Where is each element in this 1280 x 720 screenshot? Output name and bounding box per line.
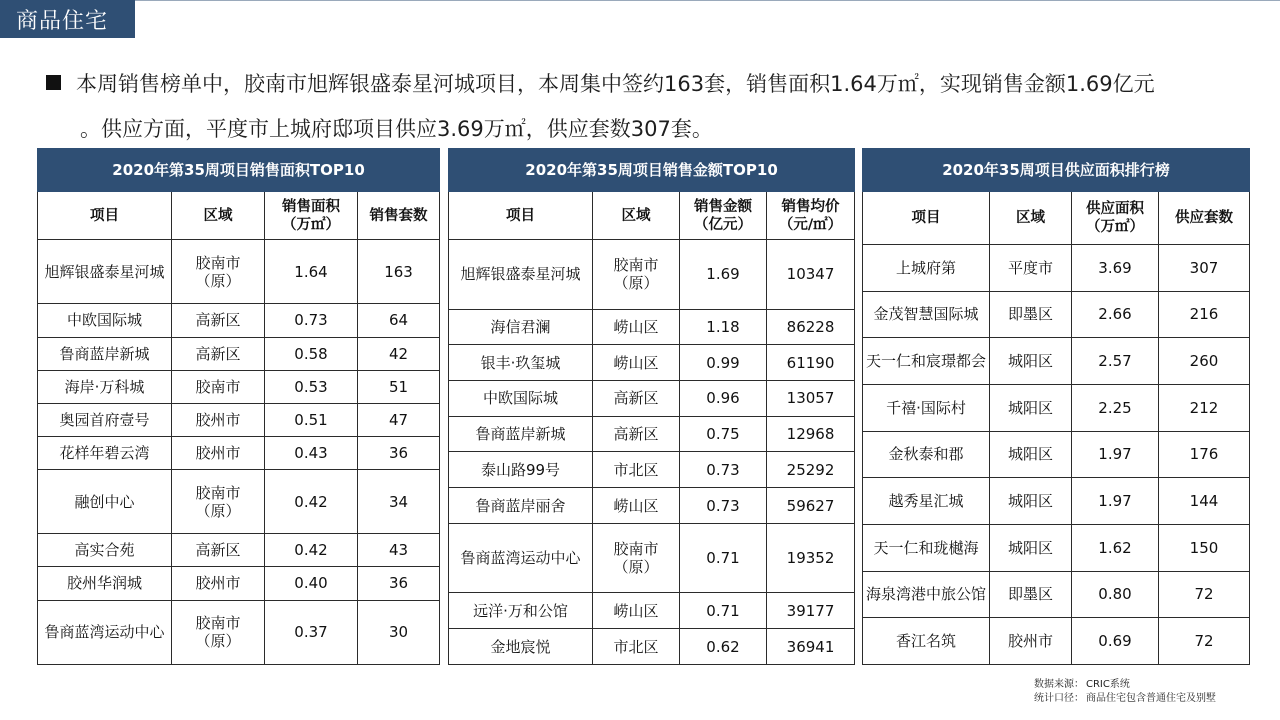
scope-label: 统计口径： xyxy=(1034,693,1084,704)
table-row xyxy=(449,240,855,310)
cell-value-b: 13057 xyxy=(767,381,855,417)
cell-value-b: 72 xyxy=(1159,618,1250,665)
table-row xyxy=(863,478,1250,525)
cell-district: 高新区 xyxy=(172,534,265,567)
table-row xyxy=(38,240,440,304)
cell-value-a: 1.97 xyxy=(1072,478,1159,525)
cell-project: 越秀星汇城 xyxy=(863,478,990,525)
table-row xyxy=(38,600,440,664)
cell-project: 高实合苑 xyxy=(38,534,172,567)
supply-area-ranking-table xyxy=(862,148,1250,665)
cell-district: 崂山区 xyxy=(593,345,680,381)
cell-district: 胶南市 （原） xyxy=(172,240,265,304)
cell-district: 即墨区 xyxy=(990,571,1072,618)
table-row xyxy=(449,452,855,488)
cell-value-b: 43 xyxy=(358,534,440,567)
table-row xyxy=(449,593,855,629)
cell-value-b: 47 xyxy=(358,403,440,436)
cell-district: 城阳区 xyxy=(990,524,1072,571)
column-header-value-a: 销售面积 （万㎡） xyxy=(265,192,358,240)
cell-value-a: 0.53 xyxy=(265,370,358,403)
table-row xyxy=(863,384,1250,431)
cell-value-a: 0.73 xyxy=(680,452,767,488)
cell-value-a: 0.42 xyxy=(265,469,358,533)
sales-amount-top10-table xyxy=(448,148,855,665)
cell-value-b: 36 xyxy=(358,567,440,600)
cell-district: 城阳区 xyxy=(990,431,1072,478)
table-row xyxy=(863,431,1250,478)
cell-value-a: 2.25 xyxy=(1072,384,1159,431)
table-row xyxy=(863,245,1250,292)
cell-value-b: 150 xyxy=(1159,524,1250,571)
cell-project: 天一仁和宸璟都会 xyxy=(863,338,990,385)
cell-project: 鲁商蓝湾运动中心 xyxy=(449,523,593,593)
table-row xyxy=(449,523,855,593)
cell-value-b: 86228 xyxy=(767,309,855,345)
cell-district: 胶南市 xyxy=(172,370,265,403)
cell-project: 海信君澜 xyxy=(449,309,593,345)
cell-value-a: 0.69 xyxy=(1072,618,1159,665)
cell-project: 千禧·国际村 xyxy=(863,384,990,431)
table-row xyxy=(38,567,440,600)
cell-value-b: 30 xyxy=(358,600,440,664)
cell-project: 融创中心 xyxy=(38,469,172,533)
column-header-value-a: 销售金额 （亿元） xyxy=(680,192,767,240)
cell-project: 香江名筑 xyxy=(863,618,990,665)
summary-line-2: 。供应方面，平度市上城府邸项目供应3.69万㎡，供应套数307套。 xyxy=(80,117,713,141)
cell-district: 高新区 xyxy=(593,381,680,417)
cell-value-a: 0.37 xyxy=(265,600,358,664)
cell-district: 崂山区 xyxy=(593,309,680,345)
table-row xyxy=(449,345,855,381)
table-row xyxy=(38,304,440,337)
cell-value-a: 0.80 xyxy=(1072,571,1159,618)
table-row xyxy=(38,403,440,436)
table-row xyxy=(38,469,440,533)
cell-project: 鲁商蓝岸新城 xyxy=(38,337,172,370)
table-row xyxy=(863,338,1250,385)
table-row xyxy=(38,534,440,567)
column-header-project: 项目 xyxy=(863,192,990,245)
cell-project: 金地宸悦 xyxy=(449,629,593,665)
cell-value-b: 51 xyxy=(358,370,440,403)
column-header-value-a: 供应面积 （万㎡） xyxy=(1072,192,1159,245)
cell-district: 胶南市 （原） xyxy=(172,600,265,664)
cell-project: 胶州华润城 xyxy=(38,567,172,600)
table-row xyxy=(863,291,1250,338)
cell-district: 高新区 xyxy=(172,337,265,370)
cell-project: 鲁商蓝岸新城 xyxy=(449,416,593,452)
cell-value-b: 72 xyxy=(1159,571,1250,618)
cell-district: 胶南市 （原） xyxy=(593,240,680,310)
cell-district: 胶州市 xyxy=(172,567,265,600)
weekly-summary xyxy=(46,62,1226,152)
table-row xyxy=(38,337,440,370)
cell-district: 胶南市 （原） xyxy=(172,469,265,533)
cell-value-b: 36 xyxy=(358,436,440,469)
sales-area-top10-table xyxy=(37,148,440,665)
cell-value-a: 0.62 xyxy=(680,629,767,665)
cell-project: 花样年碧云湾 xyxy=(38,436,172,469)
table-row xyxy=(449,629,855,665)
cell-value-a: 0.43 xyxy=(265,436,358,469)
cell-project: 旭辉银盛泰星河城 xyxy=(449,240,593,310)
cell-district: 胶州市 xyxy=(172,403,265,436)
source-label: 数据来源： xyxy=(1034,679,1084,690)
source-value: CRIC系统 xyxy=(1086,679,1130,690)
cell-district: 崂山区 xyxy=(593,488,680,524)
cell-project: 中欧国际城 xyxy=(449,381,593,417)
column-header-project: 项目 xyxy=(38,192,172,240)
table-title: 2020年第35周项目销售金额TOP10 xyxy=(449,149,855,192)
cell-project: 远洋·万和公馆 xyxy=(449,593,593,629)
cell-value-b: 25292 xyxy=(767,452,855,488)
cell-value-b: 260 xyxy=(1159,338,1250,385)
table-row xyxy=(38,370,440,403)
column-header-value-b: 销售套数 xyxy=(358,192,440,240)
cell-value-a: 0.42 xyxy=(265,534,358,567)
cell-value-b: 19352 xyxy=(767,523,855,593)
cell-value-b: 10347 xyxy=(767,240,855,310)
cell-district: 胶南市 （原） xyxy=(593,523,680,593)
table-row xyxy=(449,381,855,417)
cell-district: 高新区 xyxy=(593,416,680,452)
cell-value-b: 307 xyxy=(1159,245,1250,292)
table-title: 2020年35周项目供应面积排行榜 xyxy=(863,149,1250,192)
cell-value-b: 12968 xyxy=(767,416,855,452)
cell-value-a: 0.51 xyxy=(265,403,358,436)
cell-project: 中欧国际城 xyxy=(38,304,172,337)
cell-value-b: 216 xyxy=(1159,291,1250,338)
cell-project: 旭辉银盛泰星河城 xyxy=(38,240,172,304)
cell-district: 胶州市 xyxy=(172,436,265,469)
section-tag: 商品住宅 xyxy=(0,0,135,38)
table-row xyxy=(863,571,1250,618)
footnote xyxy=(1034,678,1216,706)
cell-project: 奥园首府壹号 xyxy=(38,403,172,436)
table-row xyxy=(449,488,855,524)
cell-value-b: 176 xyxy=(1159,431,1250,478)
cell-value-a: 0.73 xyxy=(680,488,767,524)
cell-district: 市北区 xyxy=(593,452,680,488)
cell-value-b: 34 xyxy=(358,469,440,533)
cell-district: 城阳区 xyxy=(990,384,1072,431)
cell-value-a: 1.97 xyxy=(1072,431,1159,478)
header-rule xyxy=(135,0,1280,1)
column-header-district: 区域 xyxy=(172,192,265,240)
cell-district: 高新区 xyxy=(172,304,265,337)
cell-district: 城阳区 xyxy=(990,338,1072,385)
cell-district: 即墨区 xyxy=(990,291,1072,338)
column-header-district: 区域 xyxy=(990,192,1072,245)
cell-project: 金秋泰和郡 xyxy=(863,431,990,478)
cell-value-a: 0.75 xyxy=(680,416,767,452)
cell-value-a: 2.66 xyxy=(1072,291,1159,338)
scope-value: 商品住宅包含普通住宅及别墅 xyxy=(1086,693,1216,704)
summary-line-1: 本周销售榜单中，胶南市旭辉银盛泰星河城项目，本周集中签约163套，销售面积1.64万㎡，实现销售金额1.69亿元 xyxy=(46,62,1226,107)
cell-value-a: 0.96 xyxy=(680,381,767,417)
cell-district: 崂山区 xyxy=(593,593,680,629)
cell-project: 泰山路99号 xyxy=(449,452,593,488)
table-title: 2020年第35周项目销售面积TOP10 xyxy=(38,149,440,192)
cell-value-b: 64 xyxy=(358,304,440,337)
cell-value-b: 212 xyxy=(1159,384,1250,431)
cell-value-a: 2.57 xyxy=(1072,338,1159,385)
cell-value-b: 39177 xyxy=(767,593,855,629)
table-row xyxy=(449,309,855,345)
cell-district: 胶州市 xyxy=(990,618,1072,665)
table-row xyxy=(38,436,440,469)
cell-project: 海岸·万科城 xyxy=(38,370,172,403)
column-header-district: 区域 xyxy=(593,192,680,240)
cell-value-a: 0.99 xyxy=(680,345,767,381)
cell-project: 鲁商蓝湾运动中心 xyxy=(38,600,172,664)
column-header-project: 项目 xyxy=(449,192,593,240)
cell-value-b: 36941 xyxy=(767,629,855,665)
cell-project: 鲁商蓝岸丽舍 xyxy=(449,488,593,524)
cell-project: 银丰·玖玺城 xyxy=(449,345,593,381)
cell-project: 天一仁和珑樾海 xyxy=(863,524,990,571)
bullet-square-icon xyxy=(46,75,61,90)
cell-project: 上城府第 xyxy=(863,245,990,292)
column-header-value-b: 供应套数 xyxy=(1159,192,1250,245)
cell-district: 市北区 xyxy=(593,629,680,665)
cell-value-a: 1.69 xyxy=(680,240,767,310)
cell-value-a: 0.71 xyxy=(680,593,767,629)
cell-value-a: 3.69 xyxy=(1072,245,1159,292)
cell-value-a: 1.64 xyxy=(265,240,358,304)
table-row xyxy=(863,618,1250,665)
cell-value-a: 1.18 xyxy=(680,309,767,345)
cell-project: 海泉湾港中旅公馆 xyxy=(863,571,990,618)
cell-value-a: 0.58 xyxy=(265,337,358,370)
cell-value-a: 1.62 xyxy=(1072,524,1159,571)
cell-value-b: 42 xyxy=(358,337,440,370)
table-row xyxy=(863,524,1250,571)
cell-district: 城阳区 xyxy=(990,478,1072,525)
cell-value-b: 163 xyxy=(358,240,440,304)
cell-value-a: 0.71 xyxy=(680,523,767,593)
cell-value-a: 0.40 xyxy=(265,567,358,600)
cell-district: 平度市 xyxy=(990,245,1072,292)
column-header-value-b: 销售均价 （元/㎡） xyxy=(767,192,855,240)
cell-project: 金茂智慧国际城 xyxy=(863,291,990,338)
cell-value-b: 144 xyxy=(1159,478,1250,525)
table-row xyxy=(449,416,855,452)
cell-value-b: 59627 xyxy=(767,488,855,524)
cell-value-b: 61190 xyxy=(767,345,855,381)
cell-value-a: 0.73 xyxy=(265,304,358,337)
